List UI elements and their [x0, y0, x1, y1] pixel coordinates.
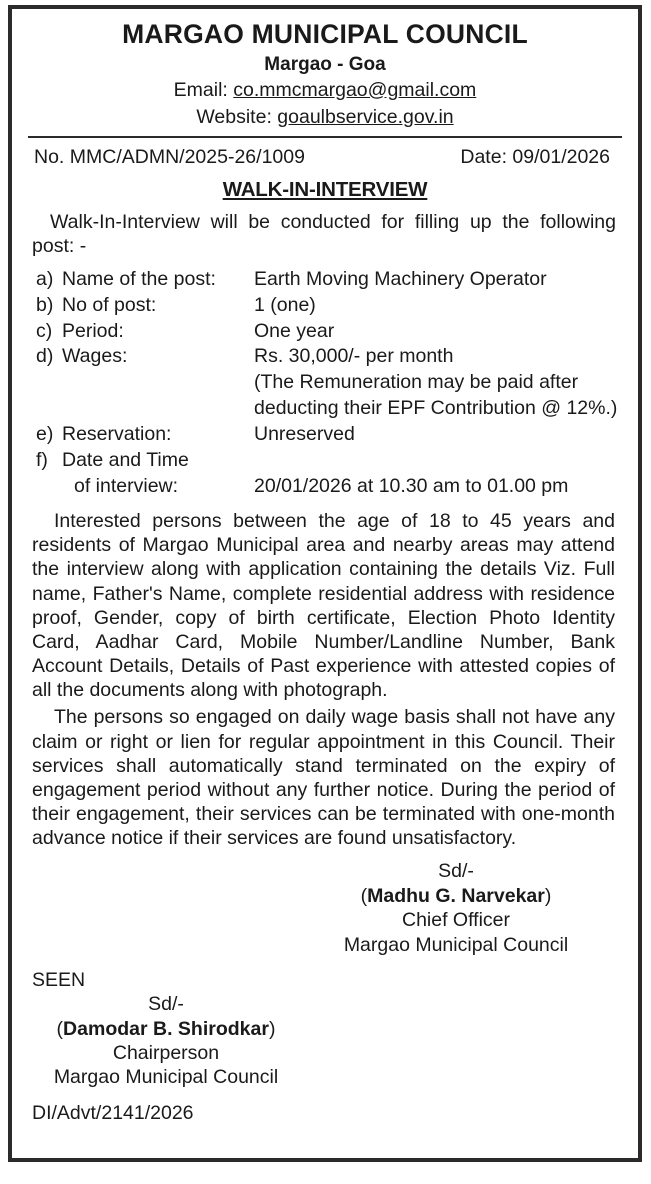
detail-value: 20/01/2026 at 10.30 am to 01.00 pm: [254, 475, 569, 498]
seen-label: SEEN: [32, 968, 86, 991]
detail-row: [36, 267, 624, 293]
signature-block-chairperson: [26, 992, 306, 1090]
signature-organization: Margao Municipal Council: [343, 933, 569, 956]
email-label: Email:: [173, 78, 228, 101]
detail-label: Reservation:: [62, 423, 172, 446]
post-details-list: [26, 267, 624, 500]
detail-label-continuation: of interview:: [74, 475, 179, 498]
website-line: [26, 105, 624, 130]
website-url-link[interactable]: goaulbservice.gov.in: [277, 105, 454, 128]
detail-marker: e): [36, 423, 54, 446]
page-title: WALK-IN-INTERVIEW: [222, 178, 428, 202]
footer-reference: DI/Advt/2141/2026: [32, 1101, 194, 1124]
detail-row: [36, 448, 624, 500]
masthead: [26, 9, 624, 130]
detail-value-continuation: deducting their EPF Contribution @ 12%.): [254, 397, 618, 420]
detail-value-continuation: (The Remuneration may be paid after: [254, 371, 579, 394]
intro-paragraph: Walk-In-Interview will be conducted for filling up the following post: -: [32, 211, 616, 257]
notice-body: [12, 9, 638, 1158]
signature-name: (Madhu G. Narvekar): [360, 884, 552, 907]
detail-marker: f): [36, 449, 48, 472]
signature-organization: Margao Municipal Council: [53, 1066, 279, 1089]
detail-label: Wages:: [62, 345, 128, 368]
signature-name: (Damodar B. Shirodkar): [56, 1017, 276, 1040]
seen-section: [26, 968, 624, 1090]
reference-number: No. MMC/ADMN/2025-26/1009: [34, 145, 305, 168]
detail-marker: d): [36, 345, 54, 368]
organization-name: MARGAO MUNICIPAL COUNCIL: [122, 19, 528, 49]
signature-designation: Chairperson: [112, 1042, 220, 1065]
email-line: [26, 78, 624, 103]
signature-block-chief-officer: [306, 859, 606, 957]
email-address-link[interactable]: co.mmcmargao@gmail.com: [233, 78, 477, 101]
reference-row: [26, 138, 624, 169]
body-paragraph-2: The persons so engaged on daily wage basis shall not have any claim or right or lien for regular appointment in this Council. Their services shall automatically stand terminated on the expiry of engagement period without any further notice. During the period of their engagement, their services can be terminated with one-month advance notice if their services are found unsatisfactory.: [32, 706, 615, 850]
notice-frame: [8, 5, 642, 1162]
signature-name-text: Damodar B. Shirodkar: [63, 1017, 269, 1040]
detail-row: [36, 422, 624, 448]
signature-designation: Chief Officer: [401, 909, 510, 932]
detail-value: Earth Moving Machinery Operator: [254, 267, 547, 290]
detail-label: Period:: [62, 319, 124, 342]
signature-name-text: Madhu G. Narvekar: [367, 884, 545, 907]
detail-value: One year: [254, 319, 335, 342]
detail-marker: a): [36, 267, 54, 290]
detail-row: [36, 319, 624, 345]
detail-label: Date and Time: [62, 449, 189, 472]
detail-marker-spacer: [36, 474, 62, 500]
detail-value: Rs. 30,000/- per month: [254, 345, 454, 368]
organization-location: Margao - Goa: [264, 53, 386, 75]
detail-label: Name of the post:: [62, 267, 216, 290]
signature-sd-mark: Sd/-: [438, 860, 474, 883]
website-label: Website:: [196, 105, 272, 128]
detail-value: 1 (one): [254, 293, 316, 316]
detail-row: [36, 293, 624, 319]
detail-row: [36, 344, 624, 370]
detail-marker: c): [36, 319, 53, 342]
detail-label: No of post:: [62, 293, 157, 316]
signature-sd-mark: Sd/-: [148, 993, 184, 1016]
detail-marker: b): [36, 293, 54, 316]
body-paragraph-1: Interested persons between the age of 18 to 45 years and residents of Margao Municipal area and nearby areas may attend the interview along with application containing the details Viz. Full name, Father's Name, complete residential address with residence proof, Gender, copy of birth certificate, Election Photo Identity Card, Aadhar Card, Mobile Number/Landline Number, Bank Account Details, Details of Past experience with attested copies of all the documents along with photograph.: [32, 509, 615, 702]
reference-date: Date: 09/01/2026: [460, 145, 610, 168]
detail-value: Unreserved: [254, 423, 355, 446]
